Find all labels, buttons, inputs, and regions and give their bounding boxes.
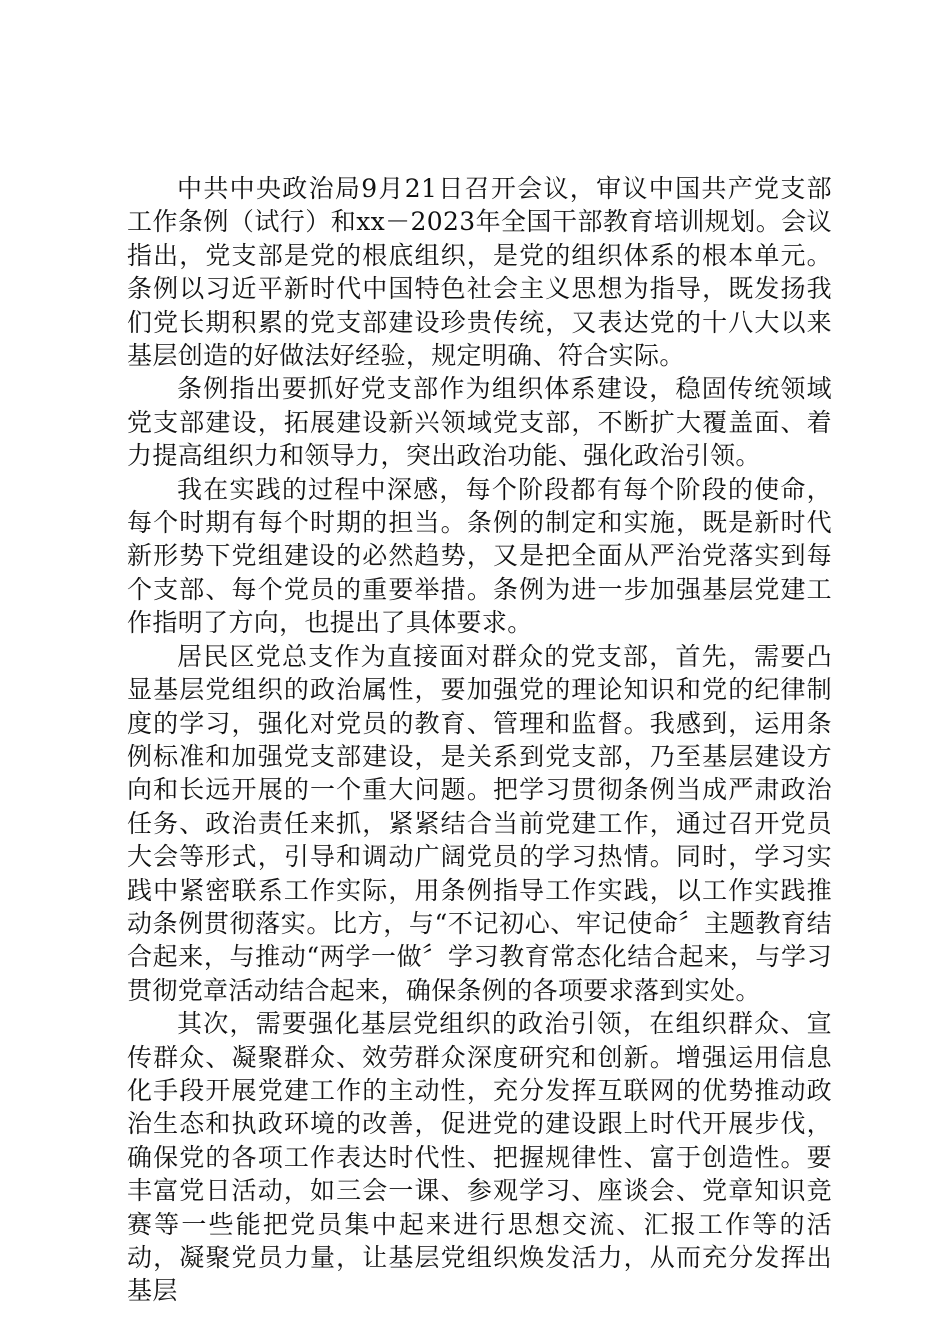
paragraph: 条例指出要抓好党支部作为组织体系建设，稳固传统领域党支部建设，拓展建设新兴领域党支部，不断扩大覆盖面、着力提高组织力和领导力，突出政治功能、强化政治引领。 [127,374,832,471]
paragraph: 我在实践的过程中深感，每个阶段都有每个阶段的使命，每个时期有每个时期的担当。条例的制定和实施，既是新时代新形势下党组建设的必然趋势，又是把全面从严治党落实到每个支部、每个党员的重要举措。条例为进一步加强基层党建工作指明了方向，也提出了具体要求。 [127,474,832,638]
paragraph: 居民区党总支作为直接面对群众的党支部，首先，需要凸显基层党组织的政治属性，要加强党的理论知识和党的纪律制度的学习，强化对党员的教育、管理和监督。我感到，运用条例标准和加强党支部建设，是关系到党支部，乃至基层建设方向和长远开展的一个重大问题。把学习贯彻条例当成严肃政治任务、政治责任来抓，紧紧结合当前党建工作，通过召开党员大会等形式，引导和调动广阔党员的学习热情。同时，学习实践中紧密联系工作实际，用条例指导工作实践，以工作实践推动条例贯彻落实。比方，与“不记初心、牢记使命〞主题教育结合起来，与推动“两学一做〞学习教育常态化结合起来，与学习贯彻党章活动结合起来，确保条例的各项要求落到实处。 [127,641,832,1005]
paragraph: 中共中央政治局9月21日召开会议，审议中国共产党支部工作条例（试行）和xx－2023年全国干部教育培训规划。会议指出，党支部是党的根底组织，是党的组织体系的根本单元。条例以习近平新时代中国特色社会主义思想为指导，既发扬我们党长期积累的党支部建设珍贵传统，又表达党的十八大以来基层创造的好做法好经验，规定明确、符合实际。 [127,174,832,371]
document-body [127,172,832,1308]
paragraph: 其次，需要强化基层党组织的政治引领，在组织群众、宣传群众、凝聚群众、效劳群众深度研究和创新。增强运用信息化手段开展党建工作的主动性，充分发挥互联网的优势推动政治生态和执政环境的改善，促进党的建设跟上时代开展步伐，确保党的各项工作表达时代性、把握规律性、富于创造性。要丰富党日活动，如三会一课、参观学习、座谈会、党章知识竞赛等一些能把党员集中起来进行思想交流、汇报工作等的活动，凝聚党员力量，让基层党组织焕发活力，从而充分发挥出基层 [127,1009,832,1306]
